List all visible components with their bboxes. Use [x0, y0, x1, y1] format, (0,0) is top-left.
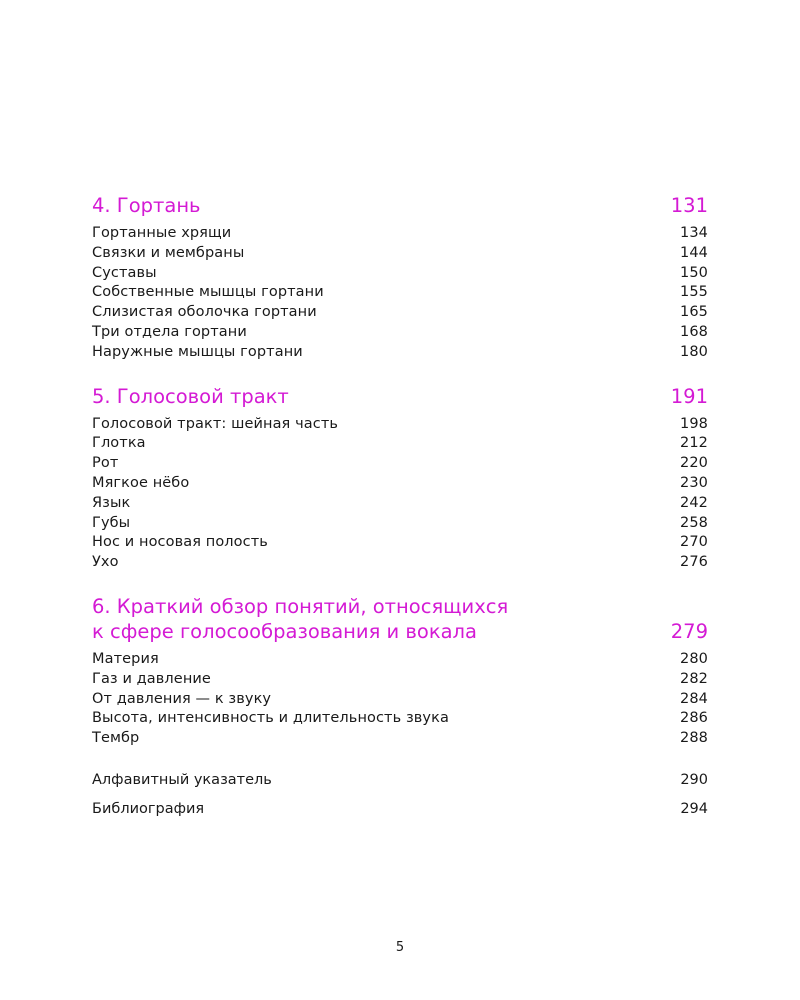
toc-entry[interactable]	[92, 224, 708, 244]
entry-label: Глотка	[92, 435, 146, 452]
chapter-4	[92, 193, 708, 363]
toc-entry[interactable]	[92, 434, 708, 454]
toc-entry[interactable]	[92, 494, 708, 514]
chapter-heading[interactable]	[92, 384, 708, 409]
entry-page: 150	[680, 264, 708, 281]
entry-label: Материя	[92, 650, 159, 667]
entry-page: 276	[680, 554, 708, 571]
entry-page: 286	[680, 710, 708, 727]
entry-label: Собственные мышцы гортани	[92, 284, 324, 301]
toc-entry[interactable]	[92, 415, 708, 435]
entry-label: Высота, интенсивность и длительность звука	[92, 710, 449, 727]
toc-entry[interactable]	[92, 244, 708, 264]
toc-entry[interactable]	[92, 454, 708, 474]
entry-label: Суставы	[92, 264, 157, 281]
entry-page: 270	[680, 534, 708, 551]
toc-entry[interactable]	[92, 343, 708, 363]
entry-label: Гортанные хрящи	[92, 225, 232, 241]
entry-label: Связки и мембраны	[92, 244, 245, 261]
toc-entry[interactable]	[92, 553, 708, 573]
entry-label: Нос и носовая полость	[92, 534, 268, 551]
chapter-heading[interactable]	[92, 594, 708, 644]
entry-page: 155	[680, 284, 708, 301]
back-matter	[92, 770, 708, 819]
entry-label: Голосовой тракт: шейная часть	[92, 415, 339, 432]
toc-entry[interactable]	[92, 323, 708, 343]
entry-label: Язык	[92, 494, 131, 511]
chapter-page: 279	[670, 619, 708, 643]
toc-entry[interactable]	[92, 514, 708, 534]
toc-entry[interactable]	[92, 533, 708, 553]
toc-entry[interactable]	[92, 303, 708, 323]
chapter-title: 5. Голосовой тракт	[92, 384, 289, 408]
toc-entry[interactable]	[92, 283, 708, 303]
entry-page: 280	[680, 650, 708, 667]
entry-page: 144	[680, 244, 708, 261]
entry-label: Газ и давление	[92, 670, 211, 687]
chapter-6	[92, 594, 708, 749]
entry-page: 212	[680, 435, 708, 452]
entry-page: 284	[680, 690, 708, 707]
entry-label: Слизистая оболочка гортани	[92, 304, 317, 321]
entry-page: 258	[680, 514, 708, 531]
chapter-page: 131	[670, 194, 708, 217]
entry-page: 180	[680, 343, 708, 360]
toc-entry-bibliography[interactable]	[92, 799, 708, 819]
entry-page: 134	[680, 225, 708, 241]
toc-entry[interactable]	[92, 264, 708, 284]
entry-page: 288	[680, 730, 708, 747]
entry-label: Три отдела гортани	[92, 323, 247, 340]
toc-entry[interactable]	[92, 709, 708, 729]
entry-page: 294	[680, 800, 708, 817]
entry-page: 242	[680, 494, 708, 511]
entry-page: 168	[680, 323, 708, 340]
chapter-5	[92, 384, 708, 573]
entry-label: Библиография	[92, 800, 205, 817]
entry-label: От давления — к звуку	[92, 690, 272, 707]
entry-page: 165	[680, 304, 708, 321]
chapter-title: 6. Краткий обзор понятий, относящихся к сфере голосообразования и вокала	[92, 594, 509, 643]
toc-entry[interactable]	[92, 690, 708, 710]
toc-entry[interactable]	[92, 729, 708, 749]
entry-page: 198	[680, 415, 708, 432]
page-number: 5	[395, 940, 405, 955]
table-of-contents	[92, 193, 708, 819]
toc-entry[interactable]	[92, 670, 708, 690]
toc-entry[interactable]	[92, 474, 708, 494]
toc-entry-index[interactable]	[92, 770, 708, 790]
entry-label: Наружные мышцы гортани	[92, 343, 303, 360]
chapter-page: 191	[670, 384, 708, 408]
toc-entry[interactable]	[92, 650, 708, 670]
entry-label: Губы	[92, 514, 131, 531]
entry-page: 290	[680, 771, 708, 788]
entry-label: Ухо	[92, 554, 119, 571]
entry-label: Тембр	[92, 730, 140, 747]
entry-page: 282	[680, 670, 708, 687]
entry-page: 230	[680, 474, 708, 491]
entry-page: 220	[680, 455, 708, 472]
chapter-heading[interactable]	[92, 193, 708, 218]
chapter-title: 4. Гортань	[92, 194, 201, 217]
entry-label: Мягкое нёбо	[92, 474, 190, 491]
entry-label: Алфавитный указатель	[92, 771, 272, 788]
entry-label: Рот	[92, 455, 119, 472]
